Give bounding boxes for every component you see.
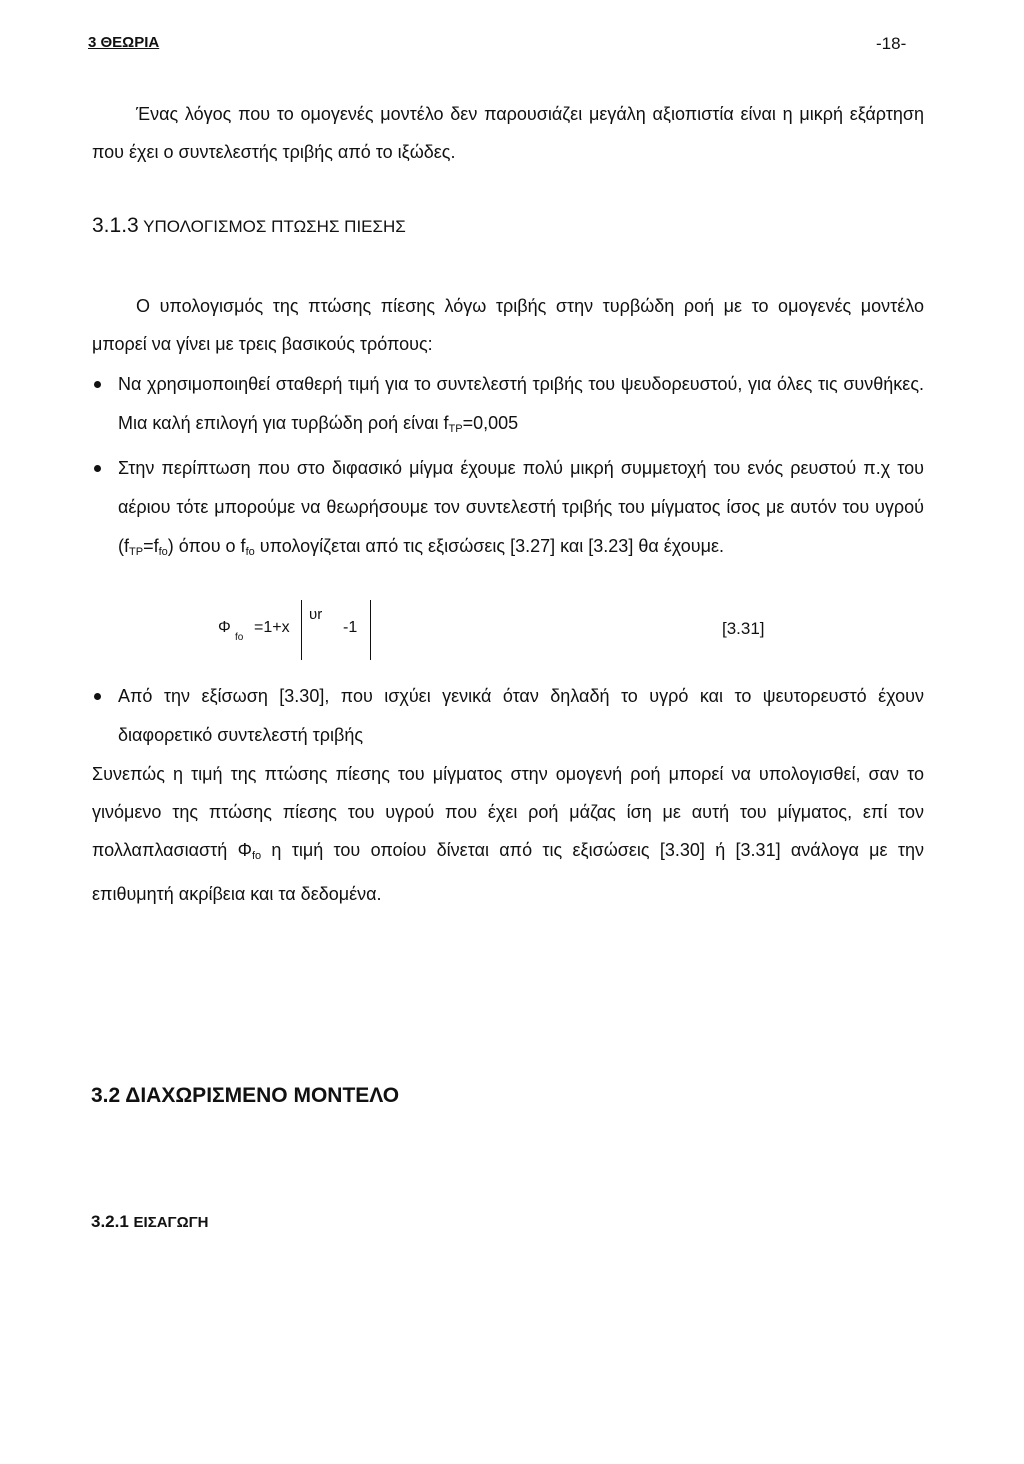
list-item: Να χρησιμοποιηθεί σταθερή τιμή για το συντελεστή τριβής του ψευδορευστού, για όλες τις συνθήκες. Μια καλή επιλογή για τυρβώδη ροή είναι $f_{TP}=0,005$ xyxy=(92,365,924,449)
subsection-title: ΕΙΣΑΓΩΓΗ xyxy=(133,1214,209,1231)
method-intro-text: Ο υπολογισμός της πτώσης πίεσης λόγω τριβής στην τυρβώδη ροή με το ομογενές μοντέλο μπορεί να γίνει με τρεις βασικούς τρόπους: xyxy=(92,296,924,354)
equation-bracket-right xyxy=(370,600,371,660)
equation-ratio: υr xyxy=(309,606,323,623)
section-number: 3.1.3 xyxy=(92,214,139,237)
bullet-icon xyxy=(94,465,101,472)
equation-bracket-left xyxy=(301,600,302,660)
list-item: Στην περίπτωση που στο διφασικό μίγμα έχουμε πολύ μικρή συμμετοχή του ενός ρευστού π.χ του αέριου τότε μπορούμε να θεωρήσουμε τον συντελεστή τριβής του μίγματος ίσος με αυτόν του υγρού $(f_{TP}=f_{fo})$ όπου ο $f_{fo}$ υπολογίζεται από τις εξισώσεις [3.27] και [3.23] θα έχουμε. xyxy=(92,449,924,572)
bullet-icon xyxy=(94,693,101,700)
bullet-icon xyxy=(94,381,101,388)
equation-number: [3.31] xyxy=(722,619,765,638)
equation-phi: Φ xyxy=(218,619,231,636)
equation-minus-one: -1 xyxy=(343,619,358,636)
methods-list xyxy=(92,365,924,572)
list-item: Από την εξίσωση [3.30], που ισχύει γενικά όταν δηλαδή το υγρό και το ψευτορευστό έχουν διαφορετικό συντελεστή τριβής xyxy=(92,677,924,755)
subsection-number: 3.2.1 xyxy=(91,1212,129,1231)
equation-phi-subscript: fo xyxy=(235,632,244,643)
intro-paragraph xyxy=(92,95,924,171)
section-heading-321 xyxy=(91,1212,208,1232)
conclusion-text: Συνεπώς η τιμή της πτώσης πίεσης του μίγματος στην ομογενή ροή μπορεί να υπολογισθεί, σαν το γινόμενο της πτώσης πίεσης του υγρού που έχει ροή μάζας ίση με αυτή του μίγματος, επί τον πολλαπλασιαστή $\Phi_{fo}$ η τιμή του οποίου δίνεται από τις εξισώσεις [3.30] ή [3.31] ανάλογα με την επιθυμητή ακρίβεια και τα δεδομένα. xyxy=(92,764,924,904)
intro-text: Ένας λόγος που το ομογενές μοντέλο δεν παρουσιάζει μεγάλη αξιοπιστία είναι η μικρή εξάρτηση που έχει ο συντελεστής τριβής από το ιξώδες. xyxy=(92,104,924,162)
section-heading-313 xyxy=(92,214,406,238)
page-number: -18- xyxy=(876,34,907,53)
conclusion-paragraph xyxy=(92,755,924,913)
section-313-paragraph xyxy=(92,287,924,363)
equation-lhs: =1+x xyxy=(254,619,290,636)
methods-list-continued xyxy=(92,677,924,755)
section-title: ΥΠΟΛΟΓΙΣΜΟΣ ΠΤΩΣΗΣ ΠΙΕΣΗΣ xyxy=(143,217,406,236)
section-heading-32: 3.2 ΔΙΑΧΩΡΙΣΜΕΝΟ ΜΟΝΤΕΛΟ xyxy=(91,1084,400,1107)
chapter-header: 3 ΘΕΩΡΙΑ xyxy=(88,34,160,51)
equation-3-31 xyxy=(218,598,778,662)
